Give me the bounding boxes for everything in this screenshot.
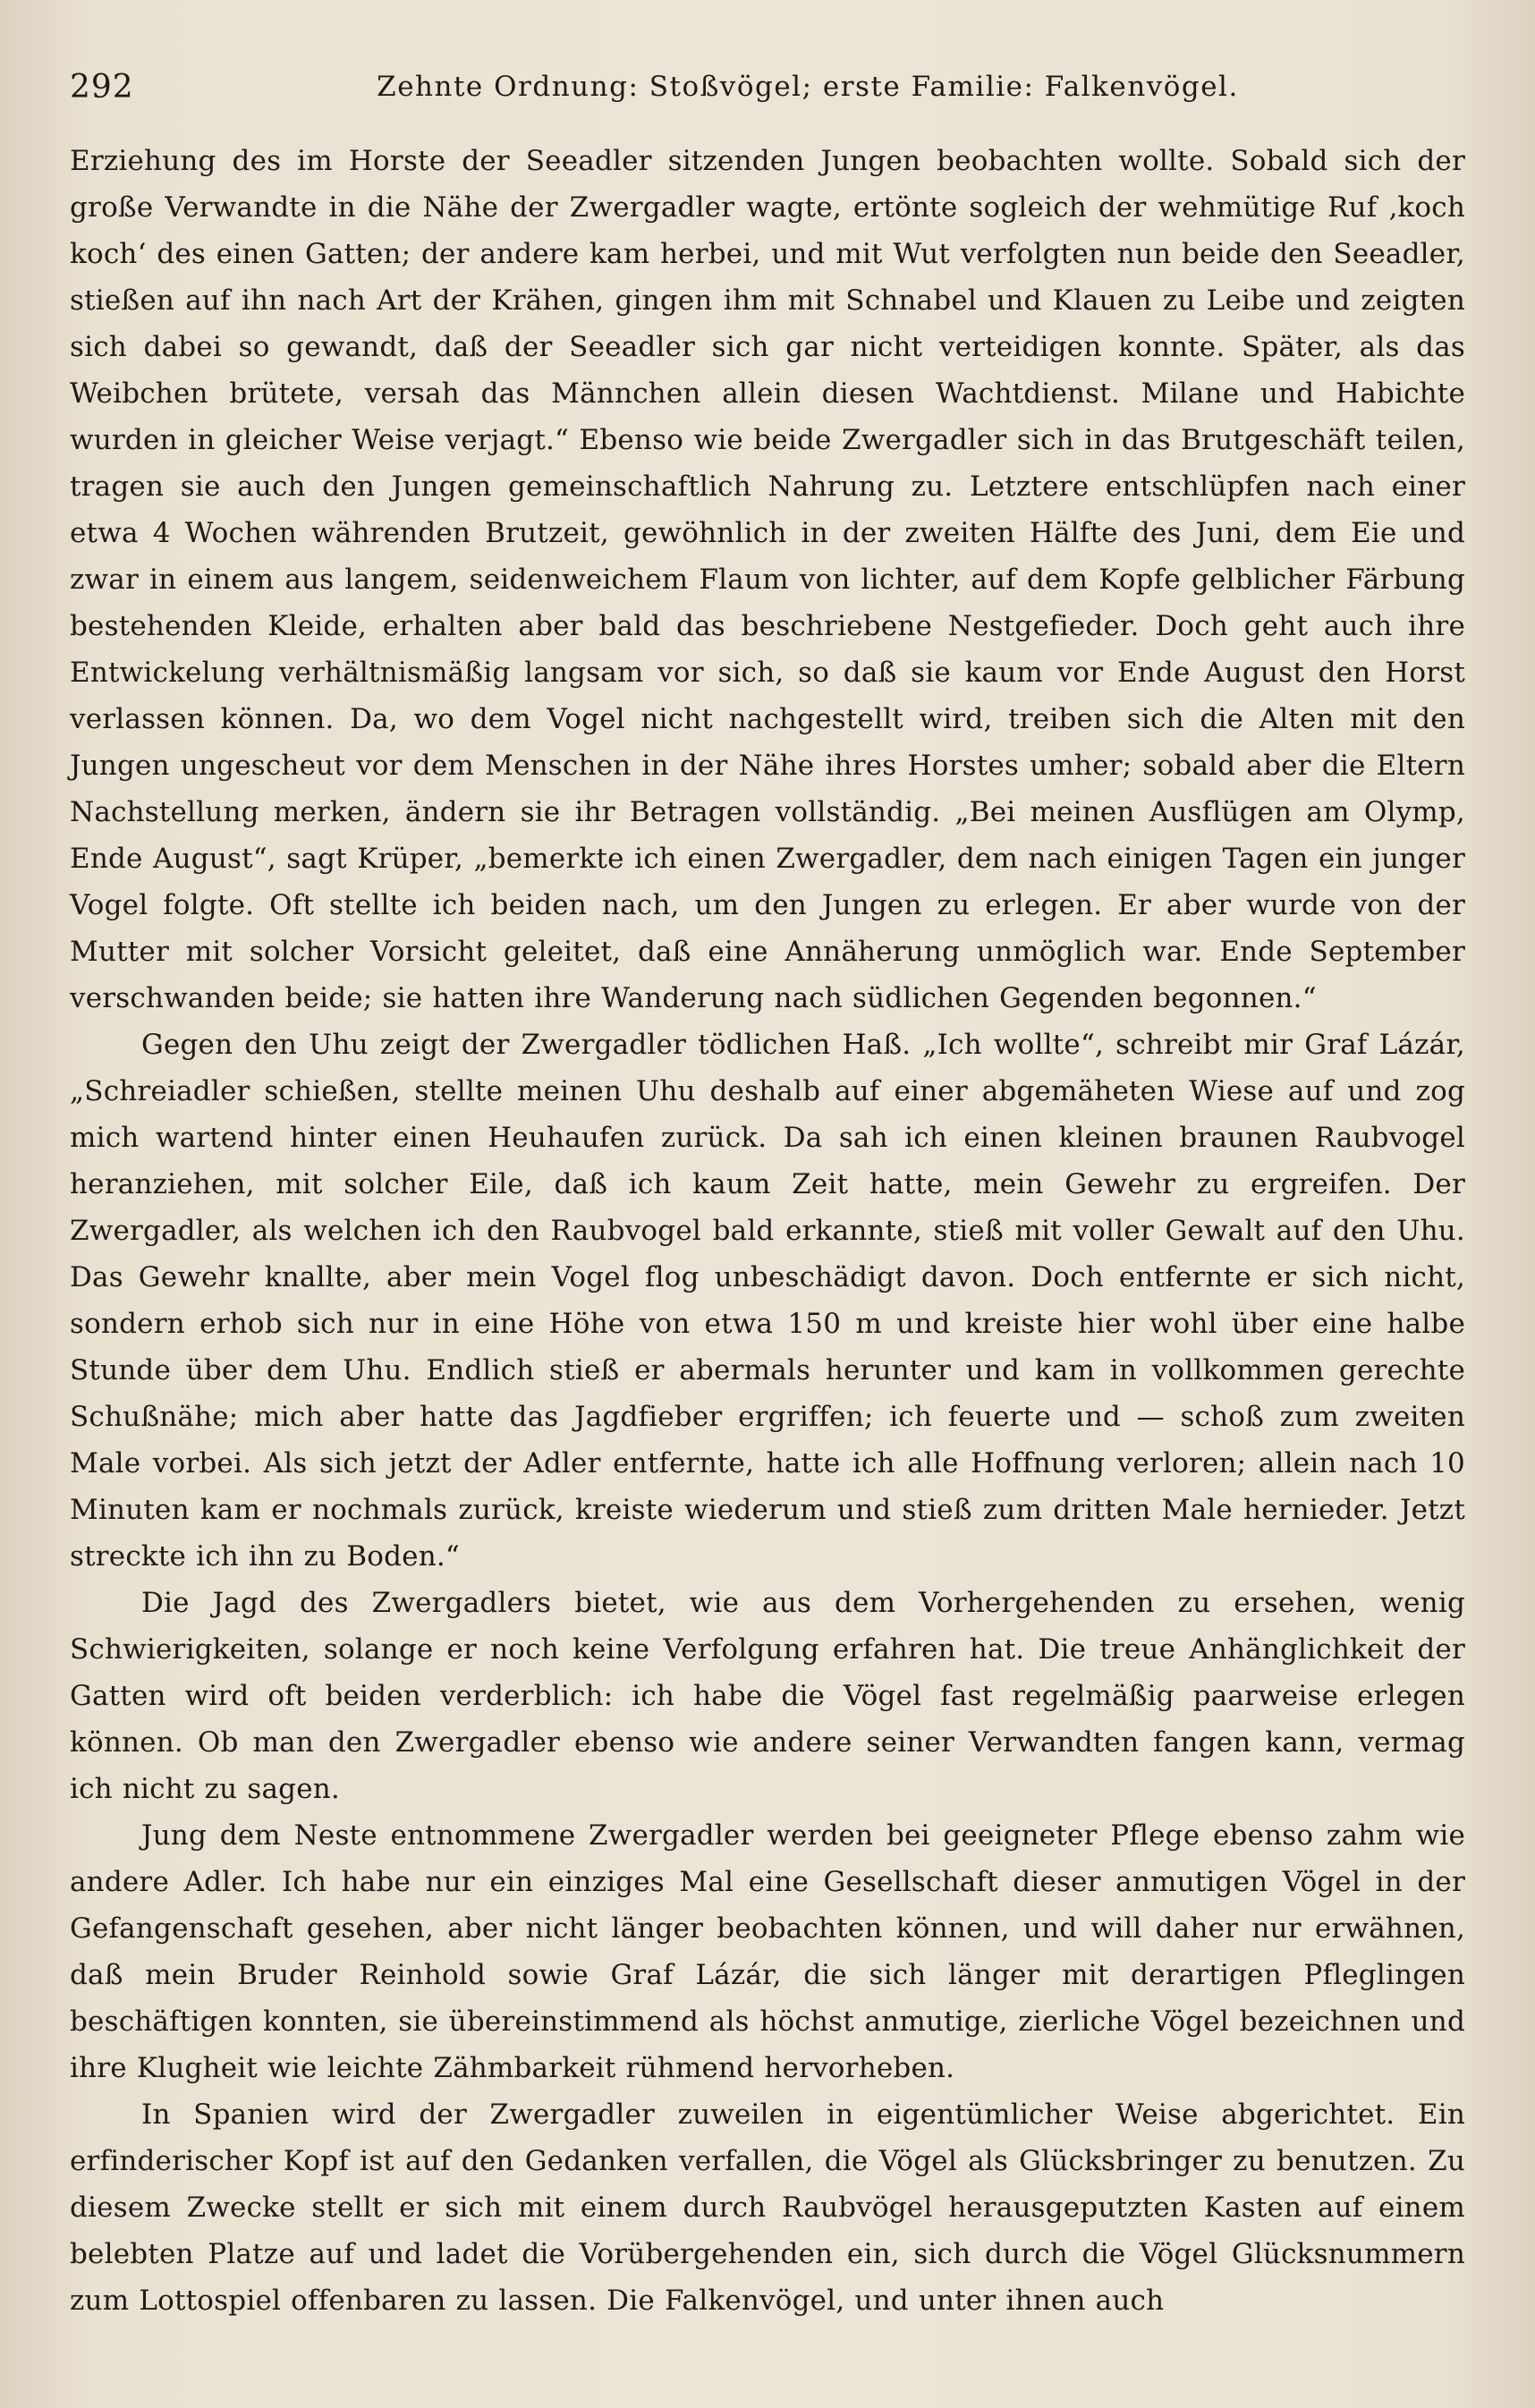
body-text (70, 138, 1465, 2324)
page-header (70, 55, 1465, 118)
page-number: 292 (70, 68, 134, 106)
paragraph-2: Gegen den Uhu zeigt der Zwergadler tödlichen Haß. „Ich wollte“, schreibt mir Graf Lázár, „Schreiadler schießen, stellte meinen Uhu deshalb auf einer abgemäheten Wiese auf und zog mich wartend hinter einen Heuhaufen zurück. Da sah ich einen kleinen braunen Raubvogel heranziehen, mit solcher Eile, daß ich kaum Zeit hatte, mein Gewehr zu ergreifen. Der Zwergadler, als welchen ich den Raubvogel bald erkannte, stieß mit voller Gewalt auf den Uhu. Das Gewehr knallte, aber mein Vogel flog unbeschädigt davon. Doch entfernte er sich nicht, sondern erhob sich nur in eine Höhe von etwa 150 m und kreiste hier wohl über eine halbe Stunde über dem Uhu. Endlich stieß er abermals herunter und kam in vollkommen gerechte Schußnähe; mich aber hatte das Jagdfieber ergriffen; ich feuerte und — schoß zum zweiten Male vorbei. Als sich jetzt der Adler entfernte, hatte ich alle Hoffnung verloren; allein nach 10 Minuten kam er nochmals zurück, kreiste wiederum und stieß zum dritten Male hernieder. Jetzt streckte ich ihn zu Boden.“ (70, 1029, 1465, 1573)
paragraph-3: Die Jagd des Zwergadlers bietet, wie aus dem Vorhergehenden zu ersehen, wenig Schwierigkeiten, solange er noch keine Verfolgung erfahren hat. Die treue Anhänglichkeit der Gatten wird oft beiden verderblich: ich habe die Vögel fast regelmäßig paarweise erlegen können. Ob man den Zwergadler ebenso wie andere seiner Verwandten fangen kann, vermag ich nicht zu sagen. (70, 1587, 1465, 1805)
paragraph-1: Erziehung des im Horste der Seeadler sitzenden Jungen beobachten wollte. Sobald sich der große Verwandte in die Nähe der Zwergadler wagte, ertönte sogleich der wehmütige Ruf ‚koch koch‘ des einen Gatten; der andere kam herbei, und mit Wut verfolgten nun beide den Seeadler, stießen auf ihn nach Art der Krähen, gingen ihm mit Schnabel und Klauen zu Leibe und zeigten sich dabei so gewandt, daß der Seeadler sich gar nicht verteidigen konnte. Später, als das Weibchen brütete, versah das Männchen allein diesen Wachtdienst. Milane und Habichte wurden in gleicher Weise verjagt.“ Ebenso wie beide Zwergadler sich in das Brutgeschäft teilen, tragen sie auch den Jungen gemeinschaftlich Nahrung zu. Letztere entschlüpfen nach einer etwa 4 Wochen währenden Brutzeit, gewöhnlich in der zweiten Hälfte des Juni, dem Eie und zwar in einem aus langem, seidenweichem Flaum von lichter, auf dem Kopfe gelblicher Färbung bestehenden Kleide, erhalten aber bald das beschriebene Nestgefieder. Doch geht auch ihre Entwickelung verhältnismäßig langsam vor sich, so daß sie kaum vor Ende August den Horst verlassen können. Da, wo dem Vogel nicht nachgestellt wird, treiben sich die Alten mit den Jungen ungescheut vor dem Menschen in der Nähe ihres Horstes umher; sobald aber die Eltern Nachstellung merken, ändern sie ihr Betragen vollständig. „Bei meinen Ausflügen am Olymp, Ende August“, sagt Krüper, „bemerkte ich einen Zwergadler, dem nach einigen Tagen ein junger Vogel folgte. Oft stellte ich beiden nach, um den Jungen zu erlegen. Er aber wurde von der Mutter mit solcher Vorsicht geleitet, daß eine Annäherung unmöglich war. Ende September verschwanden beide; sie hatten ihre Wanderung nach südlichen Gegenden begonnen.“ (70, 145, 1465, 1014)
paragraph-5: In Spanien wird der Zwergadler zuweilen in eigentümlicher Weise abgerichtet. Ein erfinderischer Kopf ist auf den Gedanken verfallen, die Vögel als Glücksbringer zu benutzen. Zu diesem Zwecke stellt er sich mit einem durch Raubvögel herausgeputzten Kasten auf einem belebten Platze auf und ladet die Vorübergehenden ein, sich durch die Vögel Glücksnummern zum Lottospiel offenbaren zu lassen. Die Falkenvögel, und unter ihnen auch (70, 2099, 1465, 2317)
paragraph-4: Jung dem Neste entnommene Zwergadler werden bei geeigneter Pflege ebenso zahm wie andere Adler. Ich habe nur ein einziges Mal eine Gesellschaft dieser anmutigen Vögel in der Gefangenschaft gesehen, aber nicht länger beobachten können, und will daher nur erwähnen, daß mein Bruder Reinhold sowie Graf Lázár, die sich länger mit derartigen Pfleglingen beschäftigen konnten, sie übereinstimmend als höchst anmutige, zierliche Vögel bezeichnen und ihre Klugheit wie leichte Zähmbarkeit rühmend hervorheben. (70, 1819, 1465, 2084)
running-head: Zehnte Ordnung: Stoßvögel; erste Familie: Falkenvögel. (377, 71, 1239, 103)
